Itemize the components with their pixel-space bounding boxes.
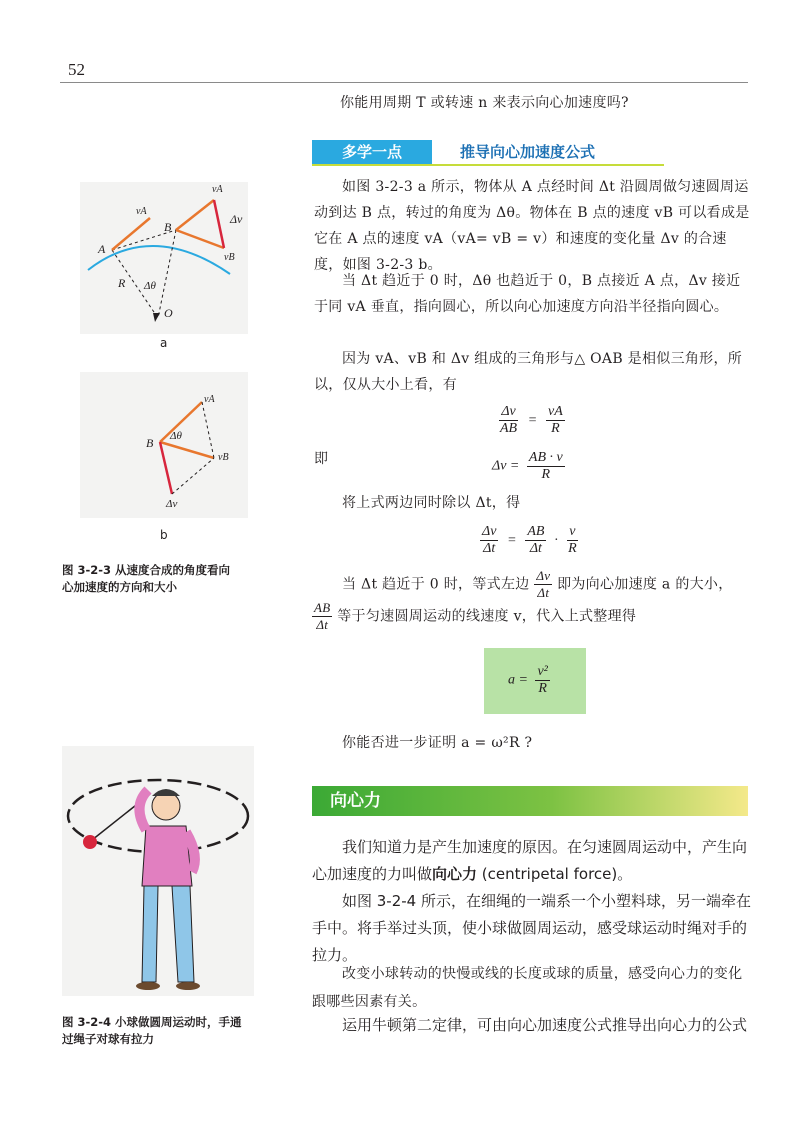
f4-lhs: a = [508,672,528,688]
f1-den-right: R [551,421,560,436]
vector-dv [214,200,224,248]
paragraph-1: 如图 3-2-3 a 所示，物体从 A 点经时间 Δt 沿圆周做匀速圆周运动到达 B 点，转过的角度为 Δθ。物体在 B 点的速度 vB 可以看成是它在 A 点的速度 vA（vA= vB = v）和速度的变化量 Δv 的合速度，如图 3-2-3 b。 [314,179,750,273]
f3-den3: R [568,541,577,556]
f2-lhs: Δv = [492,458,520,474]
paragraph-2: 当 Δt 趋近于 0 时，Δθ 也趋近于 0，B 点接近 A 点，Δv 接近于同 vA 垂直，指向圆心，所以向心加速度方向沿半径指向圆心。 [314,273,741,315]
boy-leg-right [172,886,194,982]
fig-a-label-vA2: vA [212,184,223,195]
figure-a-sublabel: a [160,336,168,350]
fig-b-label-vA: vA [204,394,215,405]
section-header [312,786,748,816]
fig-a-label-O: O [164,306,173,320]
f3-num2: AB [527,524,545,539]
caption2-line1: 图 3-2-4 小球做圆周运动时，手通 [62,1015,242,1029]
para7-a: 我们知道力是产生加速度的原因。在匀速圆周运动中，产生向心加速度的力叫做 [312,838,748,883]
f1-den-left: AB [500,421,518,436]
f4-num: v² [537,664,548,679]
para5-frac-num: Δv [536,568,551,583]
figure-b-svg [80,372,248,518]
para7-term: 向心力 [432,865,478,883]
radius-OB [158,230,176,318]
result-formula-box [484,648,586,714]
fig-a-label-dv: Δv [230,212,243,226]
fig-b-label-B: B [146,436,154,450]
fig-b-label-vB: vB [218,452,229,463]
formula-4 [508,664,550,697]
b-dashed-1 [202,402,214,458]
paragraph-8: 如图 3-2-4 所示，在细绳的一端系一个小塑料球，另一端牵在手中。将手举过头顶，使小球做圆周运动，感受球运动时绳对手的拉力。 [312,892,751,964]
f4-den: R [538,681,547,696]
learn-more-label: 多学一点 [312,140,432,164]
vector-vA-at-B [176,200,214,230]
para5-a: 当 Δt 趋近于 0 时，等式左边 [342,576,530,593]
circle-arc [88,246,230,274]
fig-b-label-dtheta: Δθ [170,430,182,442]
f3-eq: = [507,532,516,548]
f3-num1: Δv [482,524,497,539]
caption-3-2-3 [62,562,282,596]
ji-label: 即 [314,451,329,467]
boy-arm-raised [139,790,148,830]
figure-3-2-4 [62,746,254,996]
fig-a-label-R: R [118,276,126,290]
paragraph-9: 改变小球转动的快慢或线的长度或球的质量，感受向心力的变化跟哪些因素有关。 [312,966,743,1010]
formula-3 [480,524,579,557]
caption-3-2-4 [62,1014,292,1048]
f2-num: AB · v [528,450,563,465]
learn-more-title: 推导向心加速度公式 [460,143,596,161]
ball [83,835,97,849]
f3-den2: Δt [529,541,542,556]
figure-3-2-4-svg [62,746,254,996]
boy-leg-left [142,886,158,982]
vector-vA-at-A [112,218,150,250]
figure-3-2-3a [80,182,248,334]
f3-den1: Δt [483,541,496,556]
boy-hair [152,789,180,796]
b-vector-dv [160,442,172,494]
formula-2 [492,450,565,483]
para6-frac-num: AB [314,600,331,615]
question-2: 你能否进一步证明 a = ω²R ? [342,735,533,751]
fig-a-label-dtheta: Δθ [144,280,156,292]
f1-num-right: vA [548,404,563,419]
fig-a-label-B: B [164,220,172,234]
boy-head [152,792,180,820]
fig-a-label-vA: vA [136,206,147,217]
learn-more-header [312,140,664,166]
paragraph-5 [314,568,754,601]
vector-vB [176,230,224,248]
f1-eq: = [528,412,537,428]
formula-1 [498,404,565,437]
f3-num3: v [569,524,576,539]
fig-a-label-A: A [98,242,106,256]
section-title: 向心力 [330,791,381,811]
paragraph-6 [312,600,752,633]
figure-3-2-3b [80,372,248,518]
para6-frac-den: Δt [316,617,329,632]
boy-shoe-left [136,982,160,990]
top-question: 你能用周期 T 或转速 n 来表示向心加速度吗? [340,95,629,111]
para5-b: 即为向心加速度 a 的大小， [557,576,733,593]
fig-b-label-dv: Δv [166,498,178,510]
f2-den: R [541,467,551,482]
paragraph-4: 将上式两边同时除以 Δt，得 [342,495,521,511]
b-vector-vB [160,442,214,458]
caption1-line1: 图 3-2-3 从速度合成的角度看向 [62,563,231,577]
arrow-O [153,313,160,322]
f3-dot: · [553,532,559,548]
fig-a-label-vB: vB [224,252,235,263]
para6-b: 等于匀速圆周运动的线速度 v，代入上式整理得 [337,608,637,625]
header-rule [60,82,748,83]
b-dashed-2 [172,458,214,494]
paragraph-10: 运用牛顿第二定律，可由向心加速度公式推导出向心力的公式 [342,1016,748,1034]
figure-b-sublabel: b [160,528,168,542]
caption1-line2: 心加速度的方向和大小 [62,580,177,594]
boy-shoe-right [176,982,200,990]
para5-frac-den: Δt [537,585,550,600]
caption2-line2: 过绳子对球有拉力 [62,1032,154,1046]
page-number: 52 [68,60,85,79]
para7-c: (centripetal force)。 [477,865,633,883]
f1-num-left: Δv [501,404,516,419]
paragraph-7 [312,834,752,888]
paragraph-3: 因为 vA、vB 和 Δv 组成的三角形与△ OAB 是相似三角形，所以，仅从大小上看，有 [314,351,743,393]
